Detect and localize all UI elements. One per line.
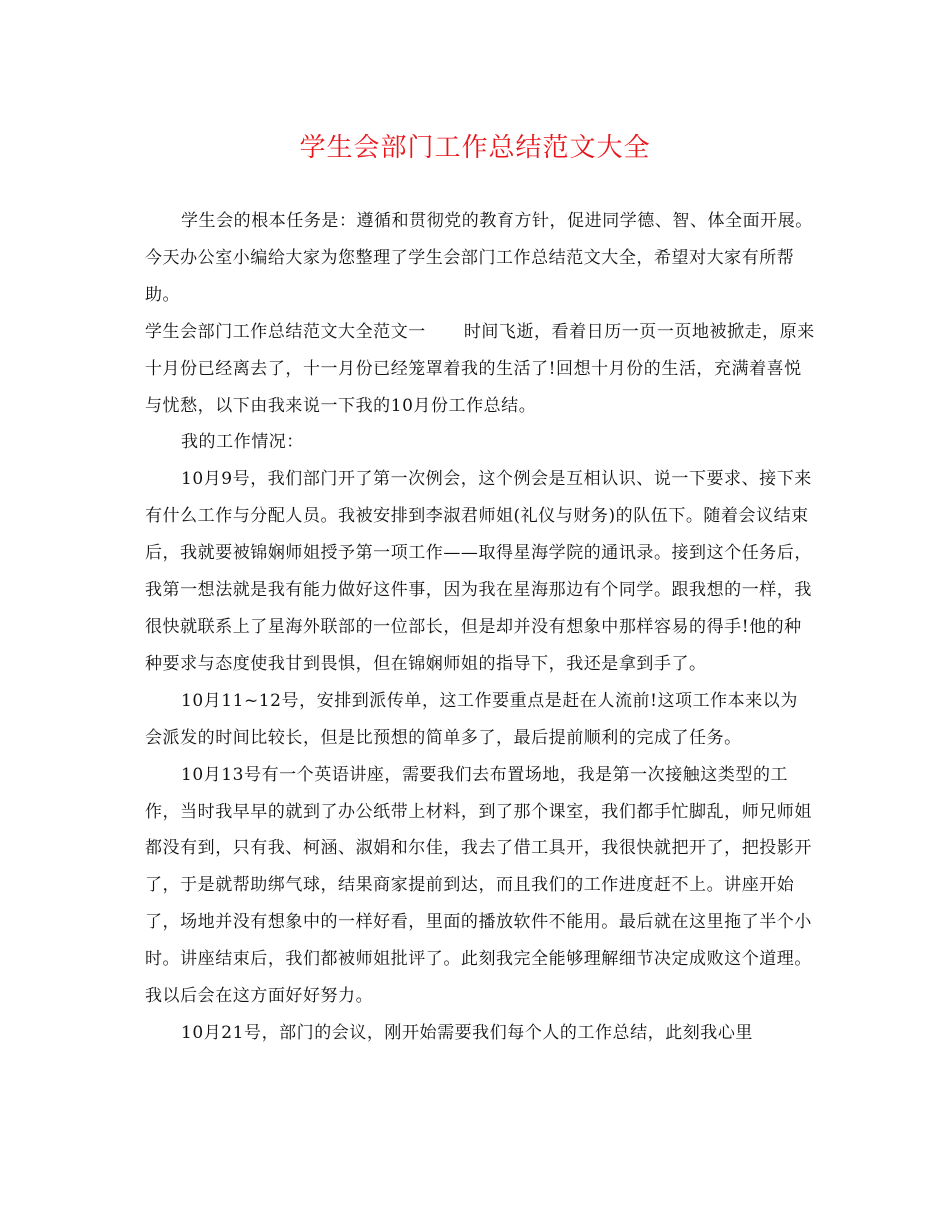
document-body xyxy=(145,203,815,1052)
oct21-paragraph: 10月21号，部门的会议，刚开始需要我们每个人的工作总结，此刻我心里 xyxy=(181,1022,753,1043)
oct11-12-paragraph: 10月11~12号，安排到派传单，这工作要重点是赶在人流前!这项工作本来以为会派发的时间比较长，但是比预想的简单多了，最后提前顺利的完成了任务。 xyxy=(145,690,798,748)
oct13-paragraph: 10月13号有一个英语讲座，需要我们去布置场地，我是第一次接触这类型的工作，当时我早早的就到了办公纸带上材料，到了那个课室，我们都手忙脚乱，师兄师姐都没有到，只有我、柯涵、淑娟和尔佳，我去了借工具开，我很快就把开了，把投影开了，于是就帮助绑气球，结果商家提前到达，而且我们的工作进度赶不上。讲座开始了，场地并没有想象中的一样好看，里面的播放软件不能用。最后就在这里拖了半个小时。讲座结束后，我们都被师姐批评了。此刻我完全能够理解细节决定成败这个道理。我以后会在这方面好好努力。 xyxy=(145,764,812,1007)
section-paragraph xyxy=(145,314,815,425)
section-heading: 学生会部门工作总结范文大全范文一 xyxy=(145,321,426,342)
document-title: 学生会部门工作总结范文大全 xyxy=(299,133,651,163)
intro-paragraph: 学生会的根本任务是：遵循和贯彻党的教育方针，促进同学德、智、体全面开展。今天办公室小编给大家为您整理了学生会部门工作总结范文大全，希望对大家有所帮助。 xyxy=(145,211,813,305)
section-opening-text: 时间飞逝，看着日历一页一页地被掀走，原来十月份已经离去了，十一月份已经笼罩着我的生活了!回想十月份的生活，充满着喜悦与忧愁，以下由我来说一下我的10月份工作总结。 xyxy=(145,321,815,416)
work-status-label: 我的工作情况： xyxy=(181,432,304,453)
oct9-paragraph: 10月9号，我们部门开了第一次例会，这个例会是互相认识、说一下要求、接下来有什么工作与分配人员。我被安排到李淑君师姐(礼仪与财务)的队伍下。随着会议结束后，我就要被锦娴师姐授予第一项工作——取得星海学院的通讯录。接到这个任务后，我第一想法就是我有能力做好这件事，因为我在星海那边有个同学。跟我想的一样，我很快就联系上了星海外联部的一位部长，但是却并没有想象中那样容易的得手!他的种种要求与态度使我甘到畏惧，但在锦娴师姐的指导下，我还是拿到手了。 xyxy=(145,469,812,674)
